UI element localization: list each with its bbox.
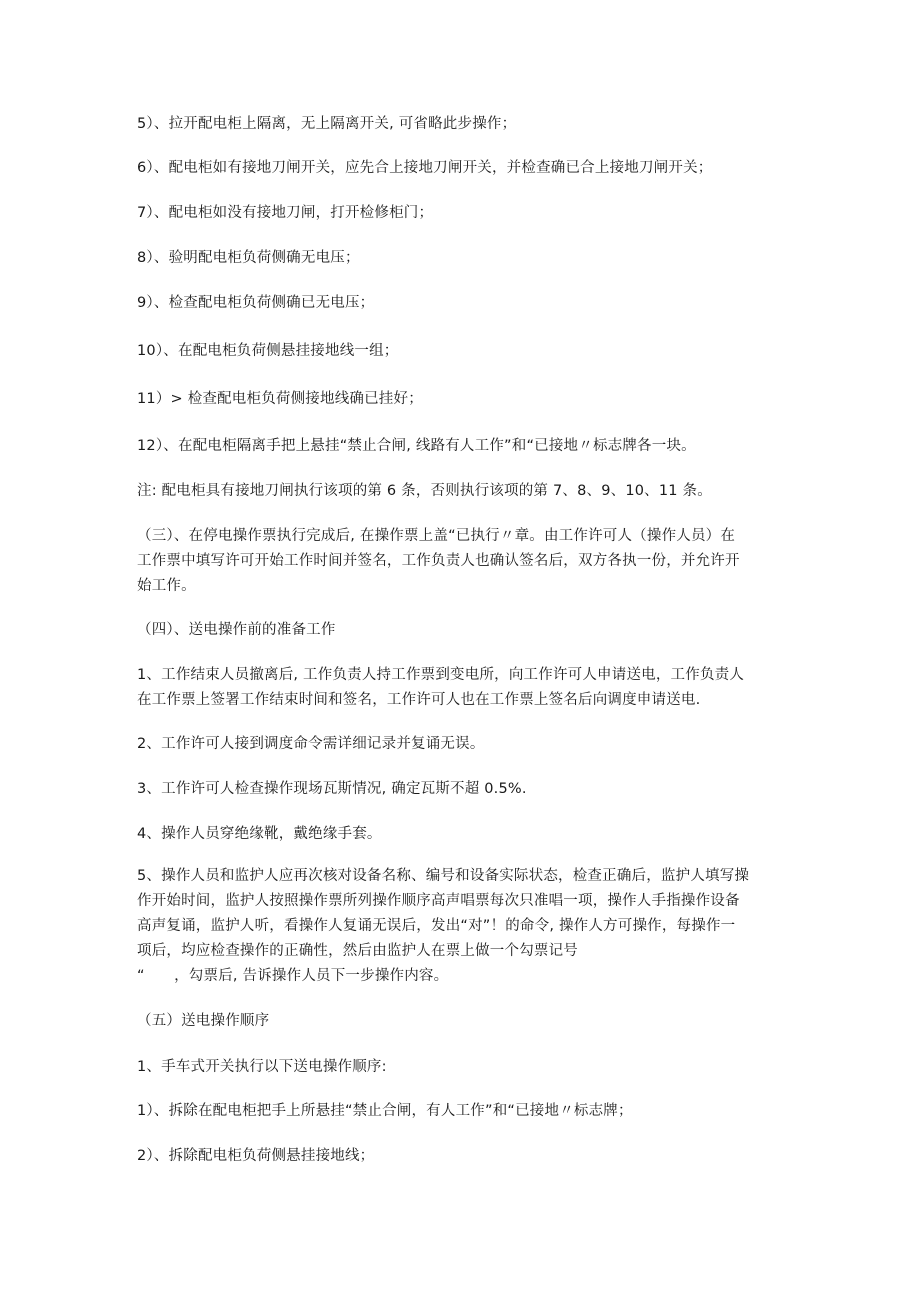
- text-line: 在工作票上签署工作结束时间和签名，工作许可人也在工作票上签名后向调度申请送电.: [137, 692, 701, 708]
- text-line: 11）> 检查配电柜负荷侧接地线确已挂好；: [137, 391, 423, 407]
- text-line: 工作票中填写许可开始工作时间并签名，工作负责人也确认签名后，双方各执一份，并允许开: [137, 553, 740, 569]
- step-10-hang-ground-wire: [137, 339, 787, 364]
- section-5-heading: [137, 1009, 787, 1034]
- prep-item-1: [137, 663, 787, 713]
- prep-item-3: [137, 777, 787, 802]
- text-line: 3、工作许可人检查操作现场瓦斯情况, 确定瓦斯不超 0.5%.: [137, 781, 527, 797]
- text-line: 1、工作结束人员撤离后, 工作负责人持工作票到变电所，向工作许可人申请送电，工作负责人: [137, 667, 745, 683]
- text-line: 1、手车式开关执行以下送电操作顺序:: [137, 1059, 387, 1075]
- text-line: 1）、拆除在配电柜把手上所悬挂“禁止合闸，有人工作”和“已接地〃标志牌；: [137, 1103, 633, 1119]
- section-3-paragraph: [137, 524, 787, 599]
- text-line: 6）、配电柜如有接地刀闸开关，应先合上接地刀闸开关，并检查确已合上接地刀闸开关；: [137, 160, 713, 176]
- text-line: 2、工作许可人接到调度命令需详细记录并复诵无误。: [137, 736, 485, 752]
- text-line: 12）、在配电柜隔离手把上悬挂“禁止合闸, 线路有人工作”和“已接地〃标志牌各一块。: [137, 438, 696, 454]
- step-6-close-ground-switch: [137, 156, 787, 181]
- text-line: 注: 配电柜具有接地刀闸执行该项的第 6 条，否则执行该项的第 7、8、9、10、11 条。: [137, 483, 712, 499]
- text-line: 作开始时间，监护人按照操作票所列操作顺序高声唱票每次只准唱一项，操作人手指操作设备: [137, 893, 740, 909]
- text-line: 始工作。: [137, 578, 196, 594]
- step-9-check-no-voltage: [137, 291, 787, 316]
- text-line: 5、操作人员和监护人应再次核对设备名称、编号和设备实际状态，检查正确后，监护人填写操: [137, 868, 750, 884]
- section-4-heading: [137, 618, 787, 643]
- text-line: 2）、拆除配电柜负荷侧悬挂接地线；: [137, 1148, 375, 1164]
- text-line: 5）、拉开配电柜上隔离，无上隔离开关, 可省略此步操作；: [137, 116, 517, 132]
- text-line: “ ，勾票后, 告诉操作人员下一步操作内容。: [137, 968, 449, 984]
- text-line: 高声复诵，监护人听，看操作人复诵无误后，发出“对”！的命令, 操作人方可操作，每操作一: [137, 918, 736, 934]
- step-8-verify-no-voltage: [137, 246, 787, 271]
- text-line: 项后，均应检查操作的正确性，然后由监护人在票上做一个勾票记号: [137, 943, 578, 959]
- text-line: 10）、在配电柜负荷侧悬挂接地线一组；: [137, 343, 399, 359]
- prep-item-5: [137, 864, 787, 989]
- step-7-open-cabinet-door: [137, 201, 787, 226]
- text-line: （三）、在停电操作票执行完成后, 在操作票上盖“已执行〃章。由工作许可人（操作人员）在: [137, 528, 736, 544]
- prep-item-2: [137, 732, 787, 757]
- text-line: （五）送电操作顺序: [137, 1013, 270, 1029]
- power-on-step-2: [137, 1144, 787, 1169]
- text-line: 7）、配电柜如没有接地刀闸，打开检修柜门；: [137, 205, 434, 221]
- prep-item-4: [137, 822, 787, 847]
- power-on-step-1: [137, 1099, 787, 1124]
- text-line: 4、操作人员穿绝缘靴，戴绝缘手套。: [137, 826, 382, 842]
- power-on-item-1: [137, 1055, 787, 1080]
- step-11-check-ground-wire: [137, 387, 787, 412]
- step-12-hang-signs: [137, 434, 787, 459]
- note-paragraph: [137, 479, 787, 504]
- step-5-open-upper-isolator: [137, 112, 787, 137]
- text-line: 9）、检查配电柜负荷侧确已无电压；: [137, 295, 375, 311]
- text-line: （四）、送电操作前的准备工作: [137, 622, 336, 638]
- text-line: 8）、验明配电柜负荷侧确无电压；: [137, 250, 360, 266]
